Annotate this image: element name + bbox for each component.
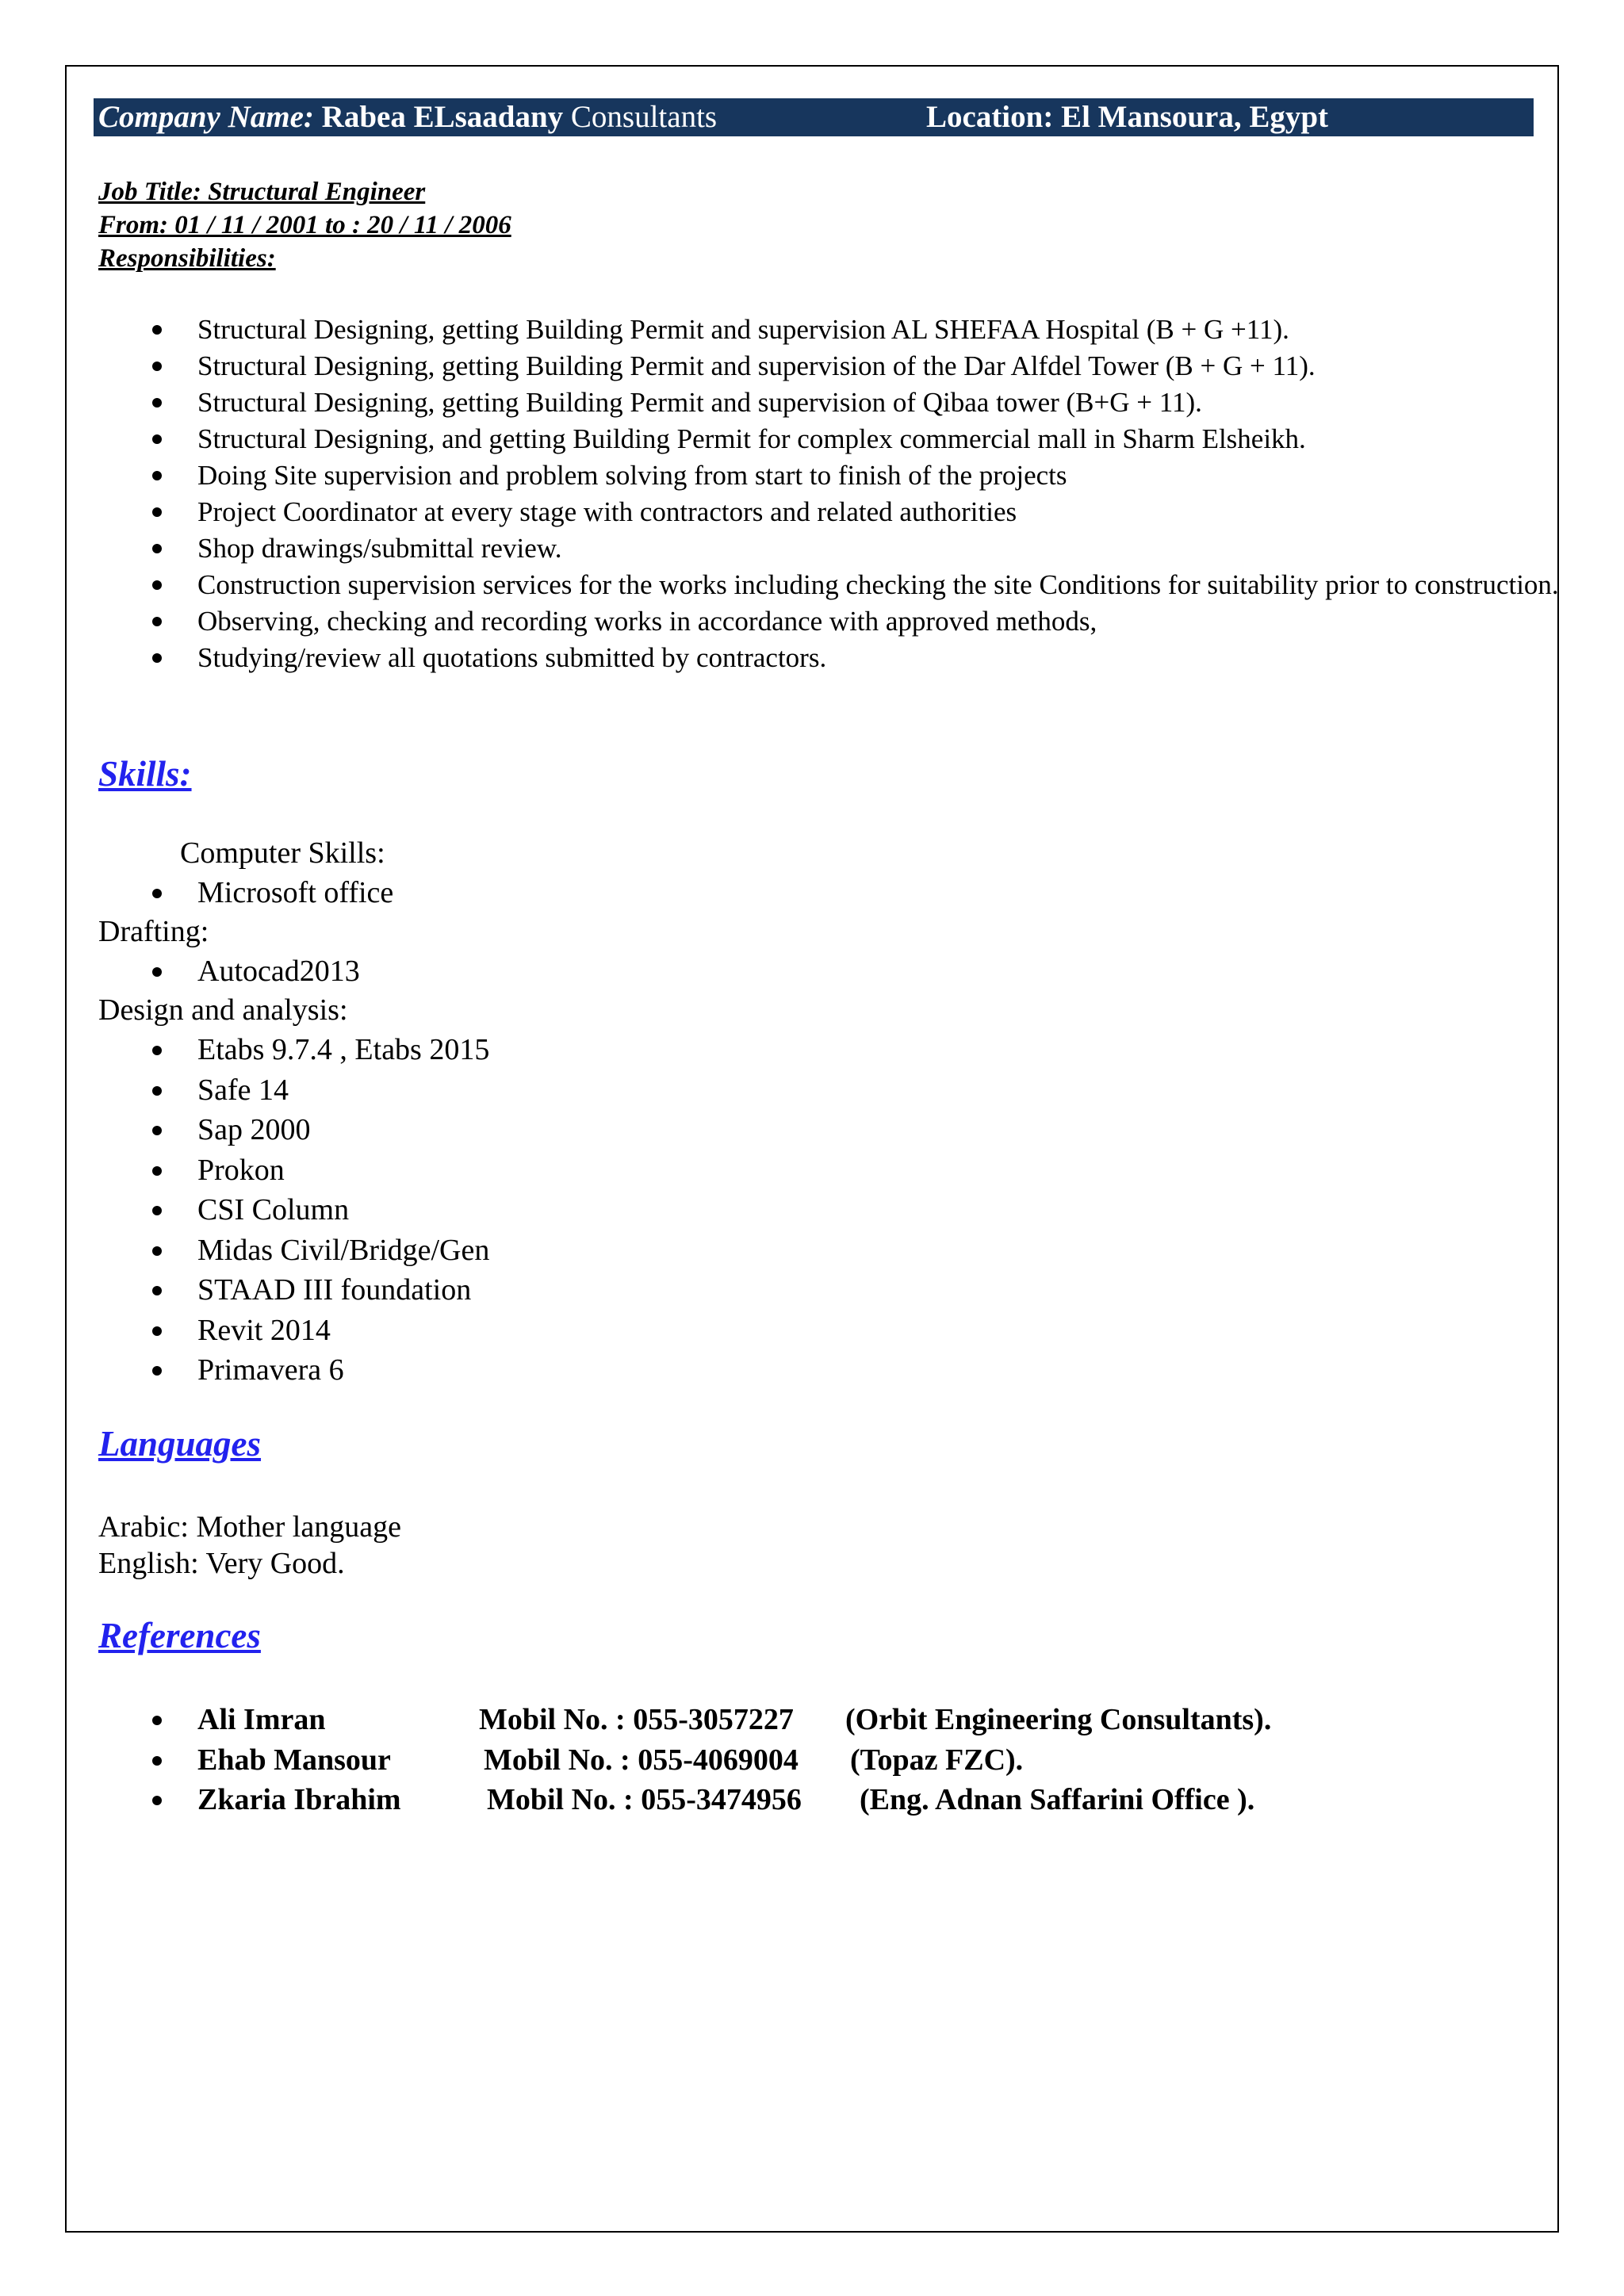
responsibilities-list xyxy=(98,312,1559,676)
reference-org: (Eng. Adnan Saffarini Office ). xyxy=(860,1783,1255,1816)
list-item xyxy=(98,640,1526,676)
list-item-text: Microsoft office xyxy=(197,876,394,909)
bullet-icon xyxy=(152,1796,162,1805)
reference-mobile: Mobil No. : 055-3474956 xyxy=(487,1783,802,1816)
list-item-text: STAAD III foundation xyxy=(197,1273,472,1307)
reference-org: (Topaz FZC). xyxy=(850,1743,1024,1777)
list-item xyxy=(98,1110,1526,1150)
list-item xyxy=(98,567,1609,603)
bullet-icon xyxy=(152,1326,162,1336)
list-item-text: Doing Site supervision and problem solving from start to finish of the projects xyxy=(197,460,1067,491)
language-arabic: Arabic: Mother language xyxy=(98,1510,401,1544)
drafting-list xyxy=(98,951,1526,992)
bullet-icon xyxy=(152,1246,162,1256)
bullet-icon xyxy=(152,1126,162,1135)
responsibilities-label: Responsibilities: xyxy=(98,244,276,273)
list-item xyxy=(98,494,1526,530)
list-item-text: Prokon xyxy=(197,1153,285,1187)
bullet-icon xyxy=(152,544,162,553)
reference-org: (Orbit Engineering Consultants). xyxy=(845,1703,1272,1736)
list-item-text: Safe 14 xyxy=(197,1073,289,1107)
list-item-text: Revit 2014 xyxy=(197,1313,331,1347)
bullet-icon xyxy=(152,1286,162,1295)
list-item xyxy=(98,457,1526,494)
bullet-icon xyxy=(152,1086,162,1096)
job-title: Job Title: Structural Engineer xyxy=(98,178,426,206)
company-banner xyxy=(94,98,1534,136)
company-name: Rabea ELsaadany xyxy=(321,100,564,134)
bullet-icon xyxy=(152,325,162,335)
list-item-text: CSI Column xyxy=(197,1193,350,1226)
list-item xyxy=(98,1740,1526,1781)
bullet-icon xyxy=(152,398,162,408)
bullet-icon xyxy=(152,1166,162,1176)
list-item xyxy=(98,385,1526,421)
bullet-icon xyxy=(152,507,162,517)
list-item-text: Shop drawings/submittal review. xyxy=(197,533,562,564)
bullet-icon xyxy=(152,471,162,480)
list-item-text: Midas Civil/Bridge/Gen xyxy=(197,1233,490,1267)
reference-name: Zkaria Ibrahim xyxy=(197,1783,401,1816)
list-item xyxy=(98,1230,1526,1271)
list-item-text: Primavera 6 xyxy=(197,1353,344,1387)
list-item xyxy=(98,1780,1526,1820)
list-item xyxy=(98,951,1526,992)
list-item xyxy=(98,421,1526,457)
list-item xyxy=(98,1190,1526,1230)
references-list xyxy=(98,1700,1526,1820)
list-item xyxy=(98,1270,1526,1311)
list-item-text: Autocad2013 xyxy=(197,955,360,988)
list-item xyxy=(98,530,1526,567)
bullet-icon xyxy=(152,1756,162,1766)
list-item-text: Etabs 9.7.4 , Etabs 2015 xyxy=(197,1033,490,1066)
languages-title: Languages xyxy=(98,1424,262,1464)
list-item-text: Structural Designing, getting Building Permit and supervision AL SHEFAA Hospital (B + G +11). xyxy=(197,314,1289,345)
list-item-text: Studying/review all quotations submitted by contractors. xyxy=(197,642,827,673)
bullet-icon xyxy=(152,653,162,663)
job-dates: From: 01 / 11 / 2001 to : 20 / 11 / 2006 xyxy=(98,211,511,239)
reference-mobile: Mobil No. : 055-3057227 xyxy=(479,1703,794,1736)
drafting-label: Drafting: xyxy=(98,915,209,948)
references-title: References xyxy=(98,1616,261,1655)
reference-mobile: Mobil No. : 055-4069004 xyxy=(484,1743,799,1777)
list-item-text: Structural Designing, getting Building Permit and supervision of the Dar Alfdel Tower (B + G + 11). xyxy=(197,350,1316,381)
list-item xyxy=(98,1030,1526,1070)
computer-skills-list xyxy=(98,873,1526,913)
computer-skills-label: Computer Skills: xyxy=(180,836,385,870)
bullet-icon xyxy=(152,1716,162,1725)
company-info xyxy=(98,98,717,136)
list-item-text: Structural Designing, getting Building Permit and supervision of Qibaa tower (B+G + 11). xyxy=(197,387,1202,418)
bullet-icon xyxy=(152,967,162,977)
bullet-icon xyxy=(152,362,162,371)
list-item xyxy=(98,1311,1526,1351)
list-item xyxy=(98,1070,1526,1111)
bullet-icon xyxy=(152,580,162,590)
skills-title: Skills: xyxy=(98,754,192,794)
bullet-icon xyxy=(152,1046,162,1055)
list-item-text: Observing, checking and recording works in accordance with approved methods, xyxy=(197,606,1097,637)
list-item xyxy=(98,348,1526,385)
bullet-icon xyxy=(152,617,162,626)
list-item xyxy=(98,1350,1526,1391)
bullet-icon xyxy=(152,1366,162,1376)
list-item-text: Project Coordinator at every stage with contractors and related authorities xyxy=(197,496,1017,527)
list-item xyxy=(98,1700,1526,1740)
list-item xyxy=(98,873,1526,913)
reference-name: Ali Imran xyxy=(197,1703,326,1736)
list-item xyxy=(98,312,1526,348)
reference-name: Ehab Mansour xyxy=(197,1743,391,1777)
design-analysis-label: Design and analysis: xyxy=(98,993,348,1027)
list-item xyxy=(98,1150,1526,1191)
bullet-icon xyxy=(152,889,162,898)
location: Location: El Mansoura, Egypt xyxy=(926,100,1329,134)
list-item-text: Structural Designing, and getting Building Permit for complex commercial mall in Sharm Elsheikh. xyxy=(197,423,1306,454)
company-label: Company Name: xyxy=(98,100,314,134)
language-english: English: Very Good. xyxy=(98,1547,345,1580)
company-suffix: Consultants xyxy=(563,100,718,134)
list-item xyxy=(98,603,1526,640)
list-item-text: Sap 2000 xyxy=(197,1113,311,1146)
list-item-text: Construction supervision services for the works including checking the site Conditions for suitability prior to construction. xyxy=(197,569,1559,600)
bullet-icon xyxy=(152,1206,162,1215)
design-analysis-list xyxy=(98,1030,1526,1391)
bullet-icon xyxy=(152,434,162,444)
